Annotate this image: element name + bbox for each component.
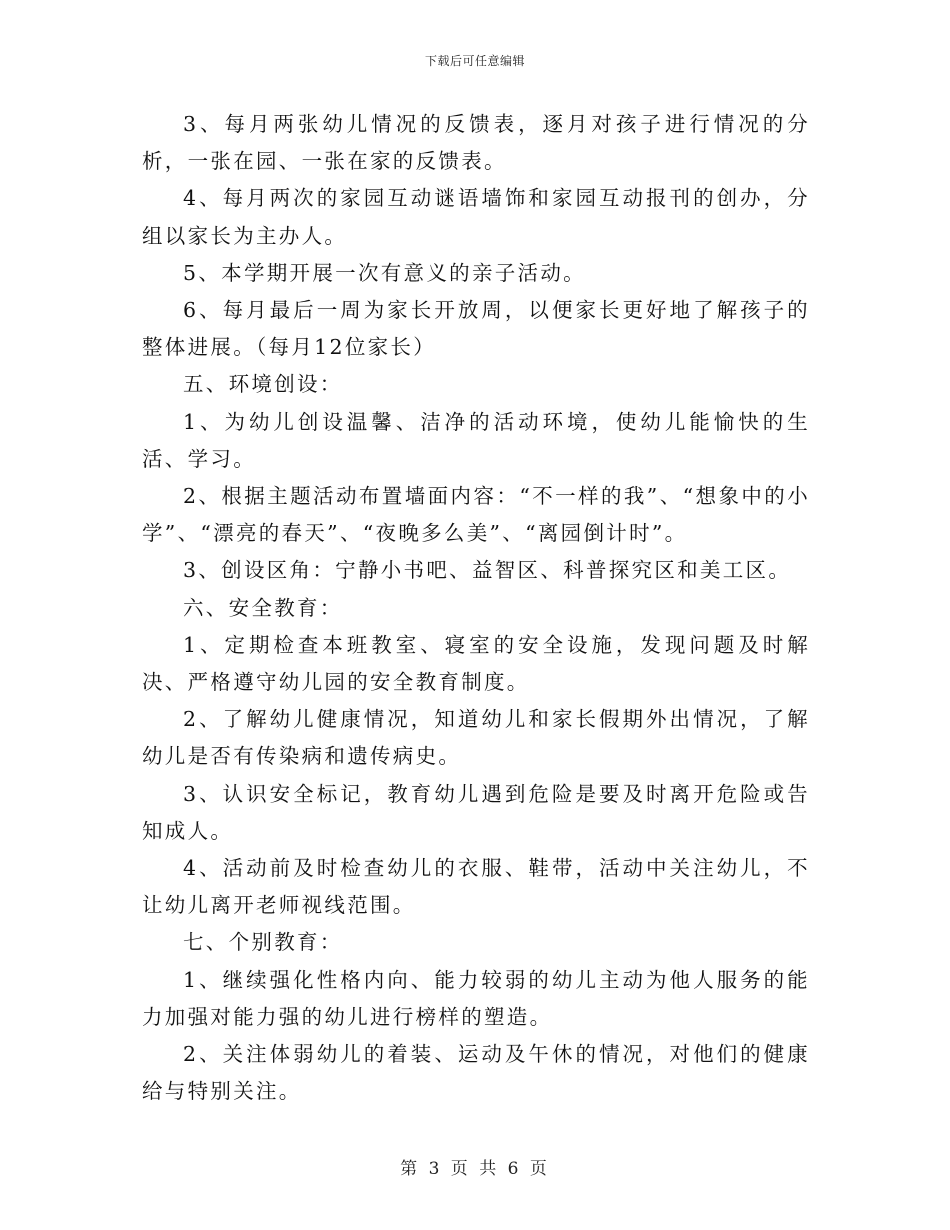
page-footer: 第 3 页 共 6 页 <box>400 1159 550 1179</box>
paragraph: 4、活动前及时检查幼儿的衣服、鞋带，活动中关注幼儿，不让幼儿离开老师视线范围。 <box>142 856 810 918</box>
paragraph: 2、了解幼儿健康情况，知道幼儿和家长假期外出情况，了解幼儿是否有传染病和遗传病史。 <box>142 707 810 769</box>
paragraph: 1、定期检查本班教室、寝室的安全设施，发现问题及时解决、严格遵守幼儿园的安全教育制度。 <box>142 632 810 695</box>
paragraph: 6、每月最后一周为家长开放周，以便家长更好地了解孩子的整体进展。（每月12位家长） <box>142 298 810 360</box>
paragraph: 1、继续强化性格内向、能力较弱的幼儿主动为他人服务的能力加强对能力强的幼儿进行榜样的塑造。 <box>142 967 810 1029</box>
page-header: 下载后可任意编辑 <box>424 54 525 68</box>
document-body <box>142 106 810 1110</box>
paragraph: 2、根据主题活动布置墙面内容：“不一样的我”、“想象中的小学”、“漂亮的春天”、“夜晚多么美”、“离园倒计时”。 <box>142 484 810 546</box>
paragraph: 3、认识安全标记，教育幼儿遇到危险是要及时离开危险或告知成人。 <box>142 781 810 843</box>
paragraph: 1、为幼儿创设温馨、洁净的活动环境，使幼儿能愉快的生活、学习。 <box>142 409 810 471</box>
paragraph: 3、创设区角：宁静小书吧、益智区、科普探究区和美工区。 <box>183 558 792 583</box>
section-heading: 七、个别教育： <box>183 930 343 955</box>
section-heading: 五、环境创设： <box>183 372 343 397</box>
paragraph: 2、关注体弱幼儿的着装、运动及午休的情况，对他们的健康给与特别关注。 <box>142 1042 810 1104</box>
section-heading: 六、安全教育： <box>183 595 343 620</box>
paragraph: 4、每月两次的家园互动谜语墙饰和家园互动报刊的创办，分组以家长为主办人。 <box>142 186 810 248</box>
paragraph: 3、每月两张幼儿情况的反馈表，逐月对孩子进行情况的分析，一张在园、一张在家的反馈表。 <box>142 112 810 174</box>
paragraph: 5、本学期开展一次有意义的亲子活动。 <box>183 260 586 285</box>
